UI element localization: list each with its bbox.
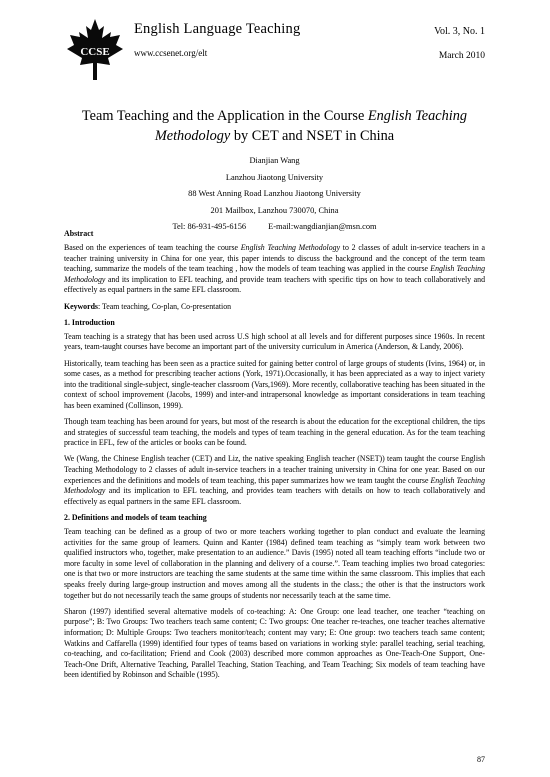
section-1-paragraph-4-a: We (Wang, the Chinese English teacher (CET) and Liz, the native speaking English teacher (NSET)) team taught the course English Teaching Methodology to 2 classes of adult in-service teachers in a teacher training university in China for one year. Based on our experiences and the definitions and models of team teaching, this paper summarizes how we team taught the course bbox=[64, 454, 485, 485]
author-block bbox=[64, 153, 485, 236]
title-part-1: Team Teaching and the Application in the Course bbox=[81, 108, 368, 124]
author-address-2: 201 Mailbox, Lanzhou 730070, China bbox=[210, 205, 339, 215]
issue-date: March 2010 bbox=[438, 51, 485, 61]
author-name: Dianjian Wang bbox=[249, 156, 300, 165]
abstract-text-3: and its implication to EFL teaching, and provide team teachers with specific tips on how to teach collaboratively and effectively as equal partners in the same EFL classroom. bbox=[64, 274, 485, 295]
abstract-course-name-2: English Teaching Methodology bbox=[64, 264, 486, 284]
section-1-paragraph-1: Team teaching is a strategy that has been used across U.S high school at all levels and for different purposes since 1960s. In recent years, team-taught courses have become an important part of the university curriculum in America (Anderson, & Landy, 2006). bbox=[64, 331, 485, 352]
keywords-text: : Team teaching, Co-plan, Co-presentation bbox=[98, 301, 232, 311]
section-2-paragraph-1: Team teaching can be defined as a group of two or more teachers working together to plan conduct and evaluate the learning activities for the same group of learners. Quinn and Kanter (1984) defined team teaching as “simply team work between two qualified instructors who, together, make presentation to an audience.” Davis (1995) noted all team teaching efforts “include two or more faculty in some level of collaboration in the planning and delivery of a course.”. Team teaching implies two broad categories: one is that two or more instructors are teaching the same students at the same time within the same classroom. This implies that each speaks freely during large-group instruction and moves among all the students in the class.; the other is that the instructors work together but do not necessarily teach the same groups of students nor necessarily teach at the same time. bbox=[64, 526, 485, 600]
section-1-paragraph-4 bbox=[64, 454, 485, 507]
section-1-heading: 1. Introduction bbox=[64, 317, 115, 327]
section-1-paragraph-3: Though team teaching has been around for years, but most of the research is about the education for the exceptional children, the tips and strategies of successful team teaching, the models and types of team teaching in the general education. As for the team teaching practice in EFL, few of the articles or books can be found. bbox=[64, 417, 485, 448]
paper-body bbox=[64, 229, 485, 686]
abstract-text-1: Based on the experiences of team teaching the course bbox=[64, 242, 241, 252]
author-tel: Tel: 86-931-495-6156 bbox=[172, 222, 247, 232]
abstract-text bbox=[64, 243, 485, 296]
keywords-label: Keywords bbox=[64, 301, 98, 311]
section-1-paragraph-4-b: and its implication to EFL teaching, and provides team teachers with details on how to teach collaboratively and effectively as equal partners in the same EFL classroom. bbox=[64, 486, 485, 506]
abstract-text-2: to 2 classes of adult in-service teachers in a teacher training university in China for one year, this paper intends to discuss the background and the concept of the term team teaching, summarize the models of the team teaching , how the models of team teaching was applied in the course bbox=[64, 242, 485, 274]
volume-issue: Vol. 3, No. 1 bbox=[434, 26, 485, 37]
author-address-1: 88 West Anning Road Lanzhou Jiaotong University bbox=[188, 189, 361, 199]
ccse-maple-leaf-logo bbox=[64, 18, 126, 82]
section-2-heading: 2. Definitions and models of team teaching bbox=[64, 513, 207, 522]
paper-title bbox=[64, 106, 485, 146]
author-email: E-mail:wangdianjian@msn.com bbox=[268, 222, 377, 232]
logo-text: CCSE bbox=[80, 46, 110, 58]
journal-url: www.ccsenet.org/elt bbox=[134, 48, 208, 58]
page-number: 87 bbox=[477, 755, 485, 764]
abstract-course-name-1: English Teaching Methodology bbox=[240, 242, 341, 252]
author-affiliation: Lanzhou Jiaotong University bbox=[225, 172, 324, 182]
section-1-course-name: English Teaching Methodology bbox=[64, 475, 485, 496]
journal-title: English Language Teaching bbox=[134, 21, 301, 37]
abstract-heading: Abstract bbox=[64, 229, 94, 238]
title-part-italic: English Teaching Methodology bbox=[154, 108, 468, 144]
section-2-paragraph-2: Sharon (1997) identified several alternative models of co-teaching: A: One Group: one lead teacher, one teacher “teaching on purpose”; B: Two Groups: Two teachers teach same content; C: Two groups: One teacher re-teaches, one teacher teaches alternative information; D: Multiple Groups: Two teachers monitor/teach; content may vary; E: One group: two teachers teach same content; Watkins and Caffarella (1999) identified four types of teams based on variations in working style: parallel teaching, serial teaching, co-teaching, and co-facilitation; Friend and Cook (2003) described more common approaches as One-Teach-One Support, One-Teach-One Drift, Alternative Teaching, Parallel Teaching, Station Teaching, and Team Teaching; Six models of team teaching have been identified by Robinson and Schaible (1995). bbox=[64, 606, 485, 680]
section-1-paragraph-2: Historically, team teaching has been seen as a practice suited for gaining better control of large groups of students (Ivins, 1964) or, in some cases, as a method for prescribing teacher actions (York, 1971).Occasionally, it has been appreciated as a way to inject variety into the traditional single-subject, single-teacher classroom (Vars,1969). More recently, collaborative teaching has been situated in the context of school improvement (Jacobs, 1999) and inter-and intrapersonal knowledge as important considerations in team teaching has been examined (Collinson, 1999). bbox=[64, 358, 485, 410]
title-part-3: by CET and NSET in China bbox=[230, 128, 395, 144]
keywords-line bbox=[64, 302, 485, 313]
